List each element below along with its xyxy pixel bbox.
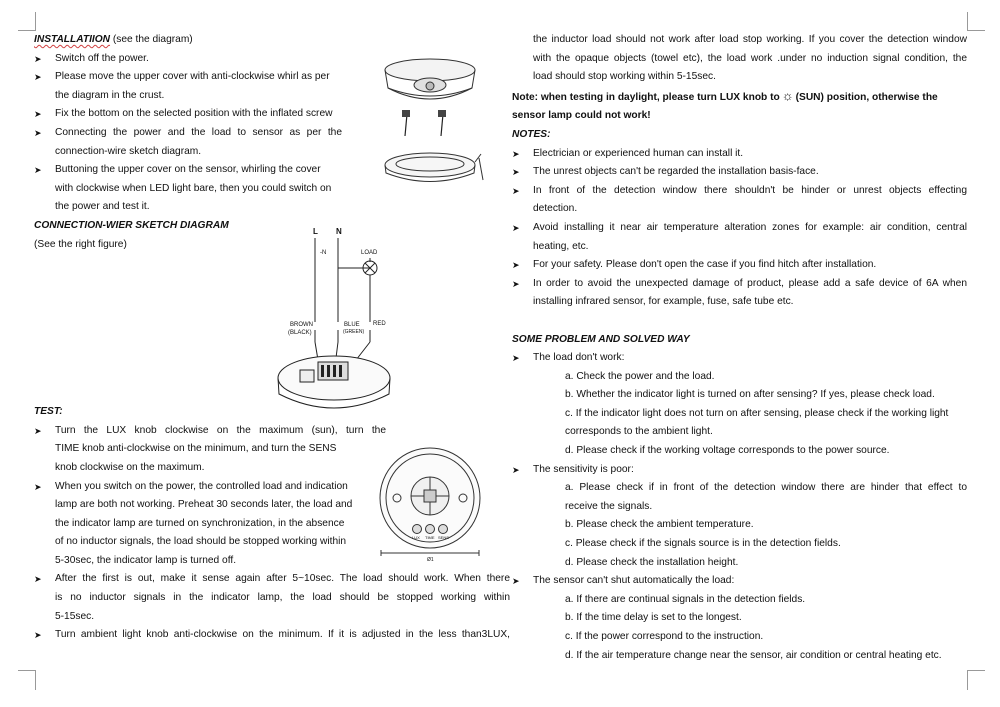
diameter-label: Ø1 [427,557,434,563]
arrow-bullet-icon: ➤ [34,481,42,492]
solution-line: b. Please check the ambient temperature. [565,519,754,531]
daylight-note-text: (SUN) position, otherwise the [795,91,938,103]
arrow-bullet-icon: ➤ [512,278,520,289]
install-step [34,50,342,69]
daylight-note-text: Note: when testing in daylight, please turn LUX knob to [512,91,780,103]
neutral-connector-label: -N [320,250,327,256]
test-step [34,570,510,626]
note-line: Electrician or experienced human can install it. [533,147,744,159]
sens-knob-label: SENS [438,535,449,540]
test-step-line: of no inductor signals, the load should be stopped working within [55,536,347,548]
arrow-bullet-icon: ➤ [512,167,520,178]
install-step-line: the diagram in the crust. [55,89,165,101]
note-item [512,219,967,256]
problem-item [512,572,972,591]
arrow-bullet-icon: ➤ [34,425,42,436]
arrow-bullet-icon: ➤ [512,576,520,587]
red-wire-label: RED [373,321,386,327]
solution-line: d. Please check the installation height. [565,556,739,568]
green-wire-label: (GREEN) [343,329,365,335]
test-step-line: 5-15sec. [55,610,95,622]
note-item [512,256,967,275]
arrow-bullet-icon: ➤ [512,353,520,364]
test-step-line: is no inductor signals in the indicator lamp, the load should be stopped working within [55,592,510,604]
installation-heading: INSTALLATIION [34,34,111,45]
install-step [34,68,342,105]
daylight-note [512,87,967,108]
installation-note: (see the diagram) [110,34,193,45]
note-line: detection. [533,203,578,215]
problem-title: The sensitivity is poor: [533,463,634,475]
sensor-installation-figure [375,50,500,190]
install-step-line: Fix the bottom on the selected position with the inflated screw [55,108,333,120]
arrow-bullet-icon: ➤ [512,148,520,159]
note-item [512,145,967,164]
problem-solutions [512,591,967,665]
problem-item [512,349,972,368]
install-step [34,161,342,217]
test-step [34,478,386,571]
install-step-line: connection-wire sketch diagram. [55,145,202,157]
solution-line: corresponds to the ambient light. [565,426,713,438]
installation-title [34,31,494,50]
solution-line: receive the signals. [565,500,653,512]
crop-mark [967,670,985,671]
test-step-line: the indicator lamp are turned on synchronization, in the absence [55,517,345,529]
arrow-bullet-icon: ➤ [512,260,520,271]
sensor-front-view-figure [375,440,500,570]
problem-title: The load don't work: [533,352,625,364]
install-step-line: the power and test it. [55,201,150,213]
install-step-line: Buttoning the upper cover on the sensor, whirling the cover [55,164,321,176]
test-step [34,422,386,478]
problem-solutions [512,479,967,572]
problem-item [512,461,972,480]
solution-line: b. If the time delay is set to the longest. [565,612,742,624]
arrow-bullet-icon: ➤ [34,630,42,641]
continuation-line: the inductor load should not work after load stop working. If you cover the detection window [533,34,967,45]
note-line: In front of the detection window there shouldn't be hinder or unrest objects effecting [533,184,967,196]
continuation-line: load should stop working within 5-15sec. [533,71,716,83]
install-step [34,124,342,161]
install-step [34,105,342,124]
crop-mark [18,670,36,671]
solution-line: d. If the air temperature change near the sensor, air condition or central heating etc. [565,649,942,661]
right-column [512,31,972,665]
arrow-bullet-icon: ➤ [34,574,42,585]
test-step-line: Turn ambient light knob anti-clockwise on the minimum. If it is adjusted in the less than3LUX, [55,629,510,641]
sun-icon: ☼ [781,87,794,103]
note-line: heating, etc. [533,240,589,252]
notes-heading: NOTES: [512,128,551,140]
arrow-bullet-icon: ➤ [34,127,42,138]
crop-mark [35,12,36,30]
lux-knob-label: LUX [412,535,420,540]
blue-wire-label: BLUE [344,322,360,328]
note-item [512,182,967,219]
continuation-line: with the opaque objects (towel etc), the load work .under no induction signal condition, the [533,52,967,64]
crop-mark [967,670,968,690]
black-wire-label: (BLACK) [288,330,312,336]
solution-line: b. Whether the indicator light is turned on after sensing? If yes, please check load. [565,389,935,401]
wiring-diagram-figure [270,222,400,417]
note-line: In order to avoid the unexpected damage of product, please add a safe device of 6A when [533,277,967,289]
install-step-line: with clockwise when LED light bare, then you could switch on [55,182,332,194]
solution-line: a. If there are continual signals in the detection fields. [565,593,806,605]
arrow-bullet-icon: ➤ [512,185,520,196]
daylight-note-line2: sensor lamp could not work! [512,110,651,122]
solution-line: a. Check the power and the load. [565,370,715,382]
note-line: installing infrared sensor, for example, fuse, safe tube etc. [533,296,794,308]
connection-note: (See the right figure) [34,238,127,250]
arrow-bullet-icon: ➤ [34,165,42,176]
install-step-line: Switch off the power. [55,52,149,64]
note-item [512,275,967,312]
note-line: The unrest objects can't be regarded the installation basis-face. [533,166,819,178]
arrow-bullet-icon: ➤ [34,109,42,120]
test-step-line: 5-30sec, the indicator lamp is turned off. [55,554,237,566]
test-step-line: knob clockwise on the maximum. [55,461,205,473]
neutral-wire-label: N [336,227,342,236]
time-knob-label: TIME [425,535,435,540]
test-continuation [512,31,967,87]
test-step-line: lamp are both not working. Preheat 30 seconds later, the load and [55,499,353,511]
solution-line: c. If the indicator light does not turn on after sensing, please check if the working light [565,407,949,419]
note-line: Avoid installing it near air temperature alteration zones for example: air condition, central [533,221,967,233]
crop-mark [35,670,36,690]
test-step-line: TIME knob anti-clockwise on the minimum, and turn the SENS [55,443,337,455]
install-step-line: Please move the upper cover with anti-clockwise whirl as per [55,71,330,83]
brown-wire-label: BROWN [290,322,313,328]
solution-line: d. Please check if the working voltage corresponds to the power source. [565,445,890,457]
problem-title: The sensor can't shut automatically the load: [533,575,735,587]
connection-heading: CONNECTION-WIER SKETCH DIAGRAM [34,219,229,231]
load-label: LOAD [361,250,378,256]
test-step [34,626,510,645]
note-line: For your safety. Please don't open the case if you find hitch after installation. [533,259,877,271]
test-step-line: After the first is out, make it sense again after 5~10sec. The load should work. When there [55,573,510,585]
arrow-bullet-icon: ➤ [34,53,42,64]
arrow-bullet-icon: ➤ [34,72,42,83]
problems-heading: SOME PROBLEM AND SOLVED WAY [512,333,690,345]
solution-line: a. Please check if in front of the detection window there are hinder that effect to [565,482,967,494]
arrow-bullet-icon: ➤ [512,464,520,475]
arrow-bullet-icon: ➤ [512,222,520,233]
live-wire-label: L [313,227,318,236]
test-step-line: When you switch on the power, the controlled load and indication [55,480,348,492]
install-step-line: Connecting the power and the load to sensor as per the [55,126,342,138]
test-heading: TEST: [34,406,63,418]
solution-line: c. If the power correspond to the instruction. [565,631,764,642]
test-step-line: Turn the LUX knob clockwise on the maximum (sun), turn the [55,424,386,436]
solution-line: c. Please check if the signals source is in the detection fields. [565,538,841,550]
note-item [512,163,967,182]
problem-solutions [512,368,967,461]
crop-mark [967,12,968,30]
